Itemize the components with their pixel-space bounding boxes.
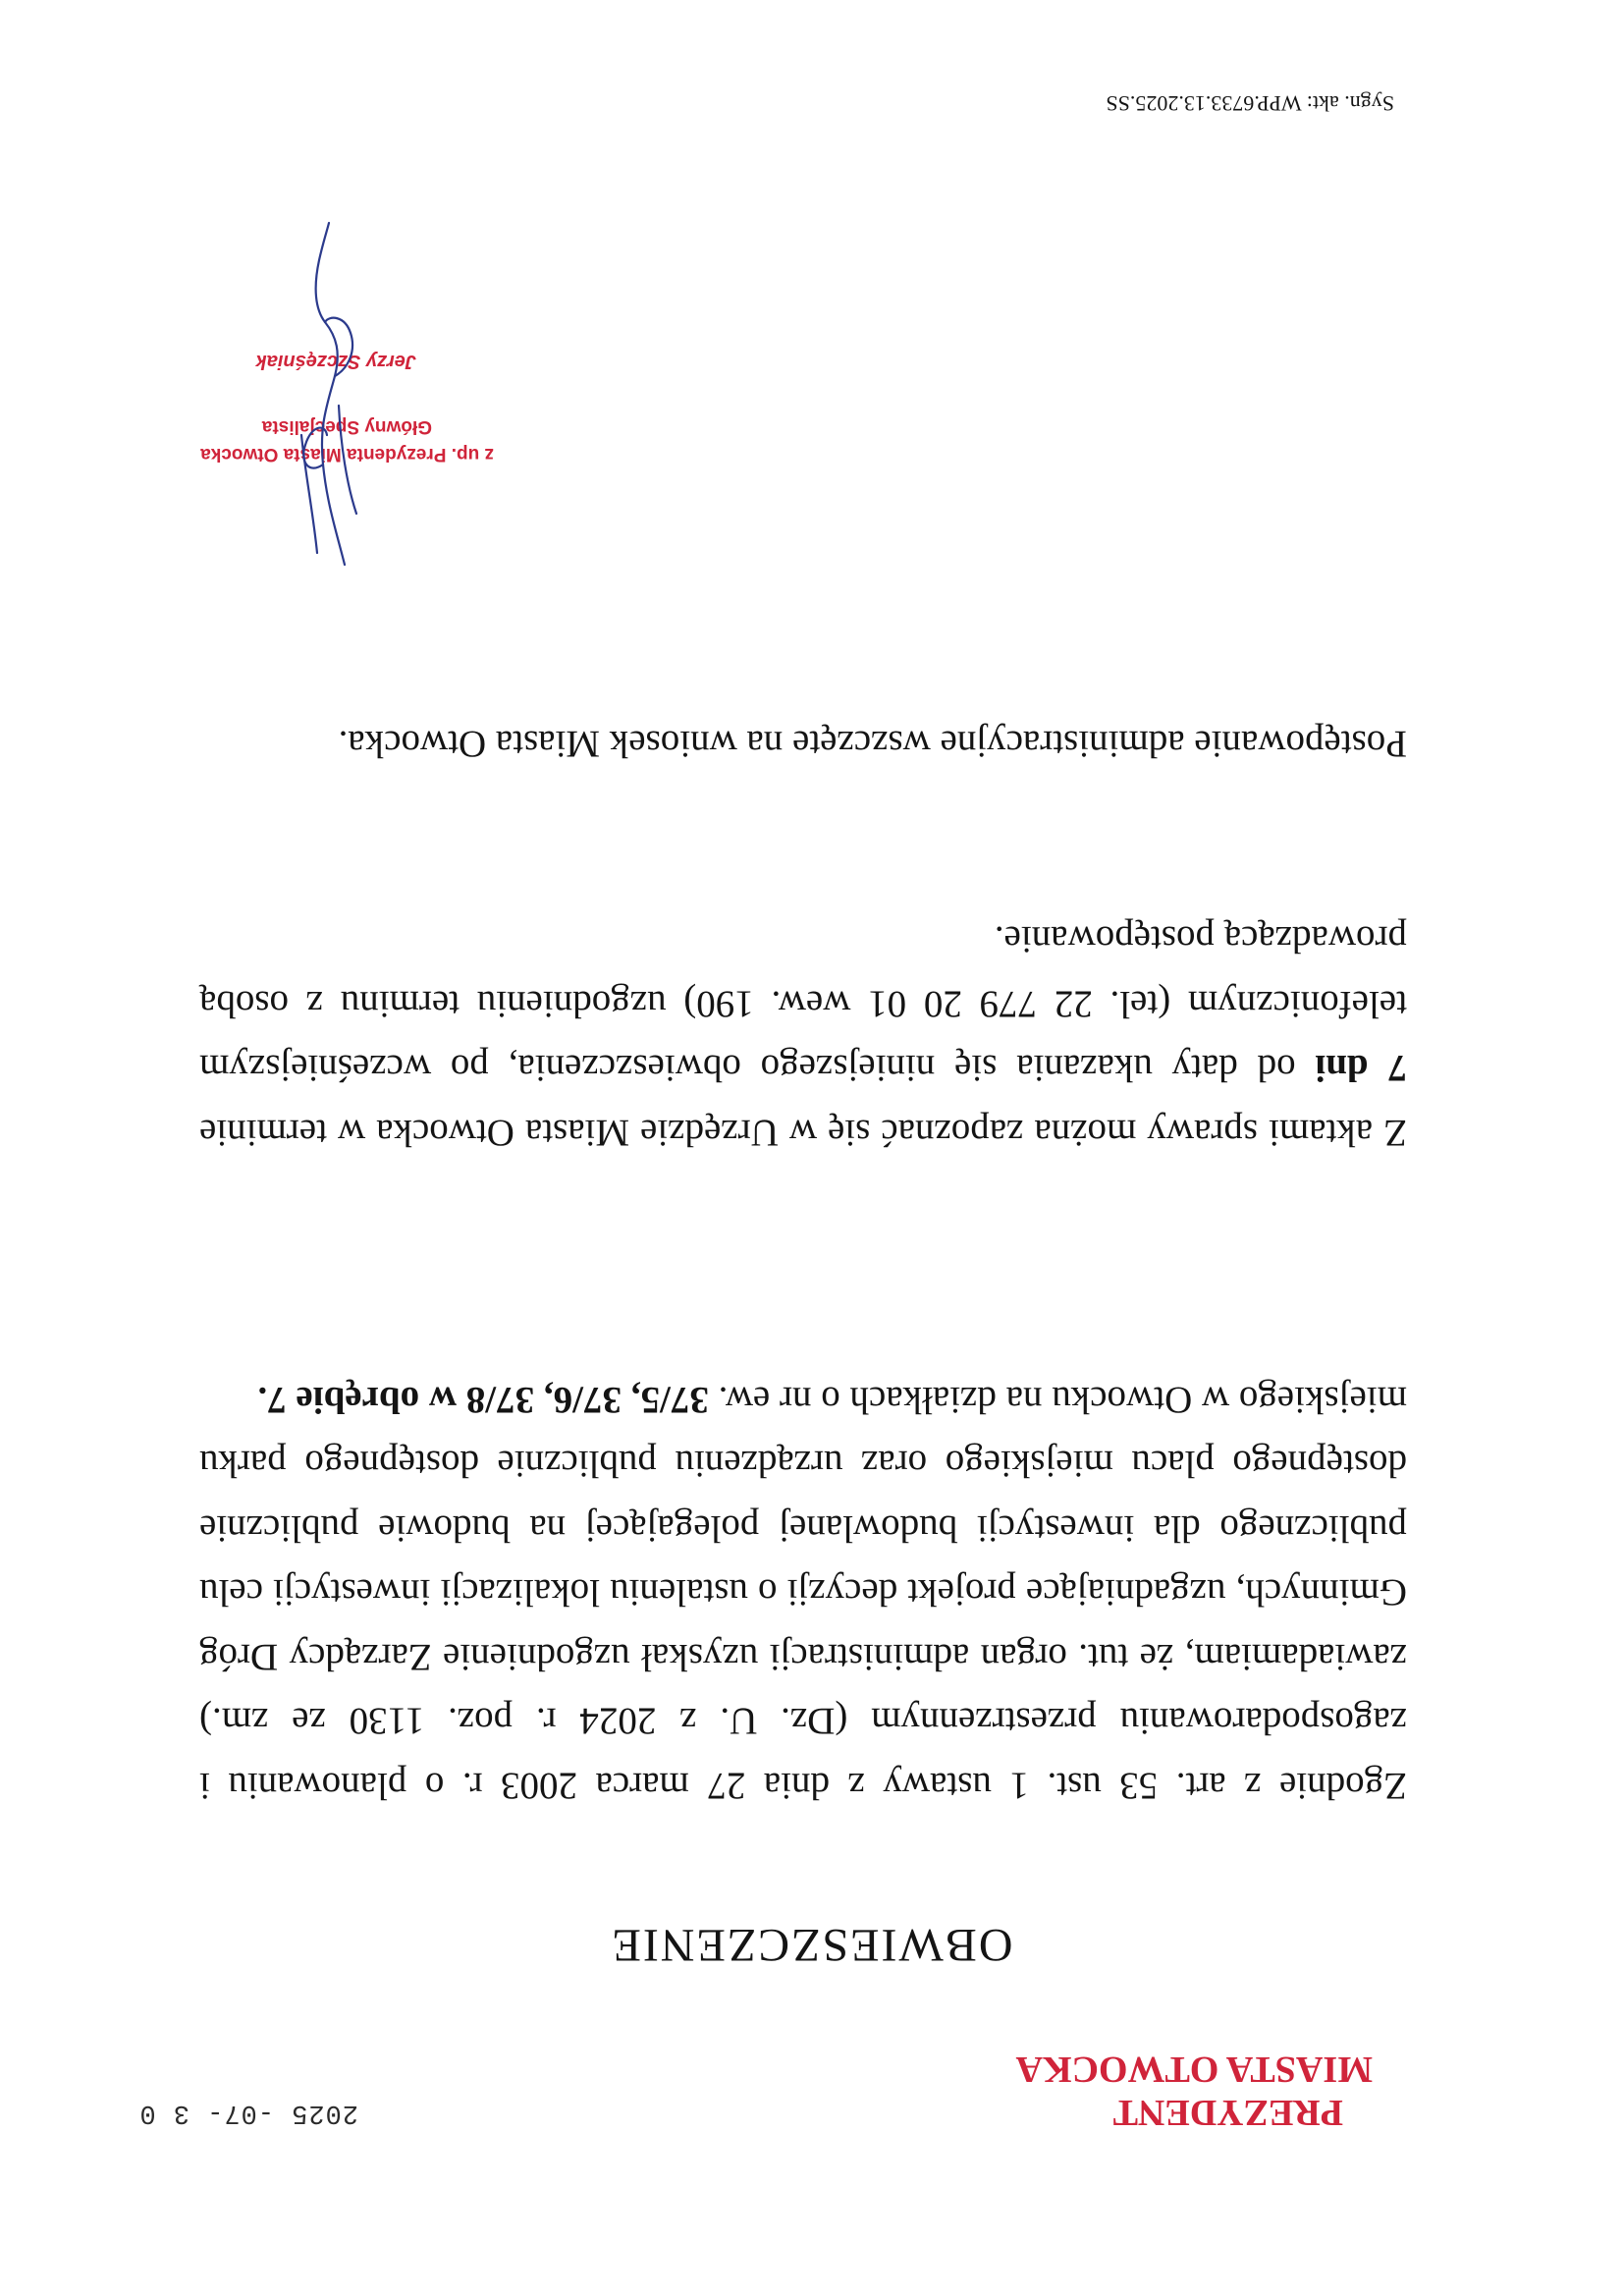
signature-stamp-line-2: Główny Specjalista — [261, 416, 432, 437]
paragraph-initiation: Postępowanie administracyjne wszczęte na wniosek Miasta Otwocka. — [338, 723, 1407, 765]
signature-stamp-line-1: z up. Prezydenta Miasta Otwocka — [200, 444, 494, 465]
paragraph-access-before: Z aktami sprawy można zapoznać się w Urzędzie Miasta Otwocka w terminie — [199, 1112, 1407, 1154]
office-stamp-line-2: MIASTA OTWOCKA — [1015, 2049, 1373, 2090]
paragraph-notice — [199, 1368, 1407, 1819]
plot-numbers: 37/5, 37/6, 37/8 w obrębie 7. — [257, 1379, 709, 1421]
office-stamp-line-1: PREZYDENT — [1112, 2092, 1343, 2133]
receipt-date-stamp: 2025 -07- 3 0 — [138, 2098, 358, 2127]
case-number: Sygn. akt: WPP.6733.13.2025.SS — [1106, 91, 1394, 116]
paragraph-access — [199, 907, 1407, 1165]
document-heading: OBWIESZCZENIE — [610, 1919, 1013, 1971]
office-stamp — [1015, 2048, 1373, 2134]
paragraph-notice-text: Zgodnie z art. 53 ust. 1 ustawy z dnia 27 marca 2003 r. o planowaniu i zagospodarowaniu przestrzennym (Dz. U. z 2024 r. poz. 1130 ze zm.) zawiadamiam, że tut. organ administracji uzyskał uzgodnienie Zarządcy Dróg Gminnych, uzgadniające projekt decyzji o ustaleniu lokalizacji inwestycji celu publicznego dla inwestycji budowlanej polegającej na budowie publicznie dostępnego placu miejskiego oraz urządzeniu publicznie dostępnego parku miejskiego w Otwocku na działkach o nr ew. — [199, 1379, 1407, 1807]
handwritten-signature-icon — [258, 219, 396, 573]
term-days: 7 dni — [1315, 1047, 1407, 1090]
paragraph-access-after: od daty ukazania się niniejszego obwieszczenia, po wcześniejszym telefonicznym (tel. 22 779 20 01 wew. 190) uzgodnieniu terminu z osobą prowadzącą postępowanie. — [198, 918, 1407, 1090]
signature-stamp-name: Jerzy Szczęśniak — [255, 351, 416, 372]
